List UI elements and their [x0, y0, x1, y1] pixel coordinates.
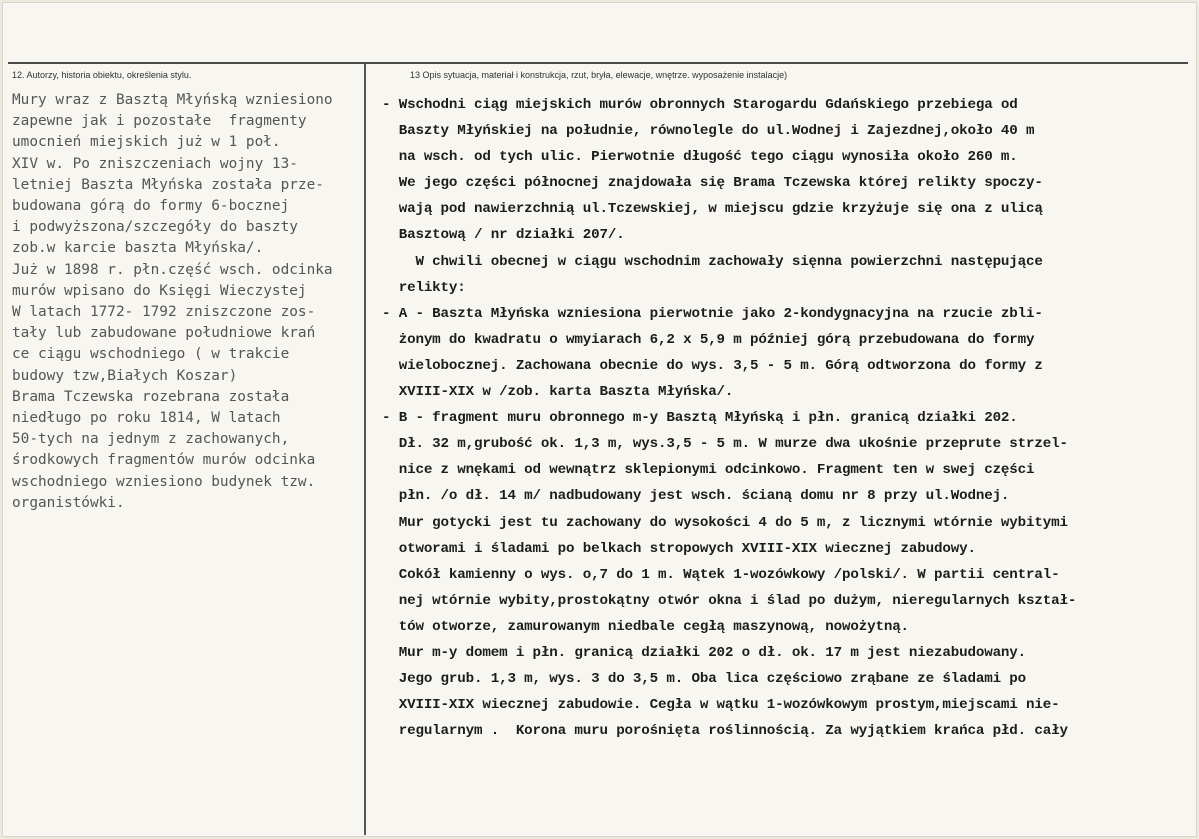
history-line: zob.w karcie baszta Młyńska/. — [12, 240, 264, 257]
history-line: Brama Tczewska rozebrana została — [12, 388, 290, 405]
history-line: umocnień miejskich już w 1 poł. — [12, 134, 281, 151]
description-line: W chwili obecnej w ciągu wschodnim zachowały sięnna powierzchni następujące — [382, 253, 1043, 270]
description-line: płn. /o dł. 14 m/ nadbudowany jest wsch. ścianą domu nr 8 przy ul.Wodnej. — [382, 488, 1010, 505]
description-line: nej wtórnie wybity,prostokątny otwór okna i ślad po dużym, nieregularnych kształ- — [382, 592, 1077, 609]
description-line: otworami i śladami po belkach stropowych XVIII-XIX wiecznej zabudowy. — [382, 540, 976, 557]
history-line: W latach 1772- 1792 zniszczone zos- — [12, 304, 316, 321]
history-line: niedługo po roku 1814, W latach — [12, 410, 281, 427]
header-rule — [8, 62, 1188, 64]
history-line: budowy tzw,Białych Koszar) — [12, 367, 238, 384]
description-line: XVIII-XIX wiecznej zabudowie. Cegła w wątku 1-wozówkowym prostym,miejscami nie- — [382, 697, 1060, 714]
description-line: - A - Baszta Młyńska wzniesiona pierwotnie jako 2-kondygnacyjna na rzucie zbli- — [382, 305, 1043, 322]
history-line: organistówki. — [12, 494, 125, 511]
history-line: tały lub zabudowane południowe krań — [12, 325, 316, 342]
history-line: Mury wraz z Basztą Młyńską wzniesiono — [12, 92, 333, 108]
history-line: murów wpisano do Księgi Wieczystej — [12, 282, 307, 299]
description-line: Dł. 32 m,grubość ok. 1,3 m, wys.3,5 - 5 m. W murze dwa ukośnie przeprute strzel- — [382, 436, 1068, 453]
description-line: - B - fragment muru obronnego m-y Basztą Młyńską i płn. granicą działki 202. — [382, 410, 1018, 427]
history-line: Już w 1898 r. płn.część wsch. odcinka — [12, 261, 333, 278]
description-line: na wsch. od tych ulic. Pierwotnie długość tego ciągu wynosiła około 260 m. — [382, 149, 1018, 166]
history-line: budowana górą do formy 6-bocznej — [12, 198, 290, 215]
description-line: żonym do kwadratu o wmyiarach 6,2 x 5,9 m później górą przebudowana do formy — [382, 331, 1035, 348]
description-line: Baszty Młyńskiej na południe, równolegle do ul.Wodnej i Zajezdnej,około 40 m — [382, 123, 1035, 140]
history-line: wschodniego wzniesiono budynek tzw. — [12, 473, 316, 490]
description-text — [382, 92, 1194, 744]
left-section-header: 12. Autorzy, historia obiektu, określenia stylu. — [12, 70, 192, 80]
history-text — [12, 90, 382, 514]
description-line: Cokół kamienny o wys. o,7 do 1 m. Wątek 1-wozówkowy /polski/. W partii central- — [382, 566, 1060, 583]
right-section-header: 13 Opis sytuacja, materiał i konstrukcja, rzut, bryła, elewacje, wnętrze. wyposażenie instalacje) — [410, 70, 788, 80]
description-line: regularnym . Korona muru porośnięta roślinnością. Za wyjątkiem krańca płd. cały — [382, 723, 1068, 740]
history-line: środkowych fragmentów murów odcinka — [12, 452, 316, 469]
description-line: - Wschodni ciąg miejskich murów obronnych Starogardu Gdańskiego przebiega od — [382, 97, 1018, 113]
description-line: tów otworze, zamurowanym niedbale cegłą maszynową, nowożytną. — [382, 618, 909, 635]
history-line: ce ciągu wschodniego ( w trakcie — [12, 346, 290, 363]
history-line: zapewne jak i pozostałe fragmenty — [12, 113, 307, 130]
description-line: We jego części północnej znajdowała się Brama Tczewska której relikty spoczy- — [382, 175, 1043, 192]
history-line: 50-tych na jednym z zachowanych, — [12, 431, 290, 448]
description-line: XVIII-XIX w /zob. karta Baszta Młyńska/. — [382, 384, 734, 401]
history-line: i podwyższona/szczegóły do baszty — [12, 219, 298, 236]
description-line: wielobocznej. Zachowana obecnie do wys. 3,5 - 5 m. Górą odtworzona do formy z — [382, 357, 1043, 374]
description-line: Mur gotycki jest tu zachowany do wysokości 4 do 5 m, z licznymi wtórnie wybitymi — [382, 514, 1068, 531]
description-line: relikty: — [382, 279, 466, 296]
history-line: XIV w. Po zniszczeniach wojny 13- — [12, 155, 298, 172]
description-line: wają pod nawierzchnią ul.Tczewskiej, w miejscu gdzie krzyżuje się ona z ulicą — [382, 201, 1043, 218]
description-line: Mur m-y domem i płn. granicą działki 202 o dł. ok. 17 m jest niezabudowany. — [382, 644, 1027, 661]
description-line: Basztową / nr działki 207/. — [382, 227, 625, 244]
description-line: nice z wnękami od wewnątrz sklepionymi odcinkowo. Fragment ten w swej części — [382, 462, 1035, 479]
description-line: Jego grub. 1,3 m, wys. 3 do 3,5 m. Oba lica częściowo zrąbane ze śladami po — [382, 671, 1027, 688]
history-line: letniej Baszta Młyńska została prze- — [12, 176, 324, 193]
